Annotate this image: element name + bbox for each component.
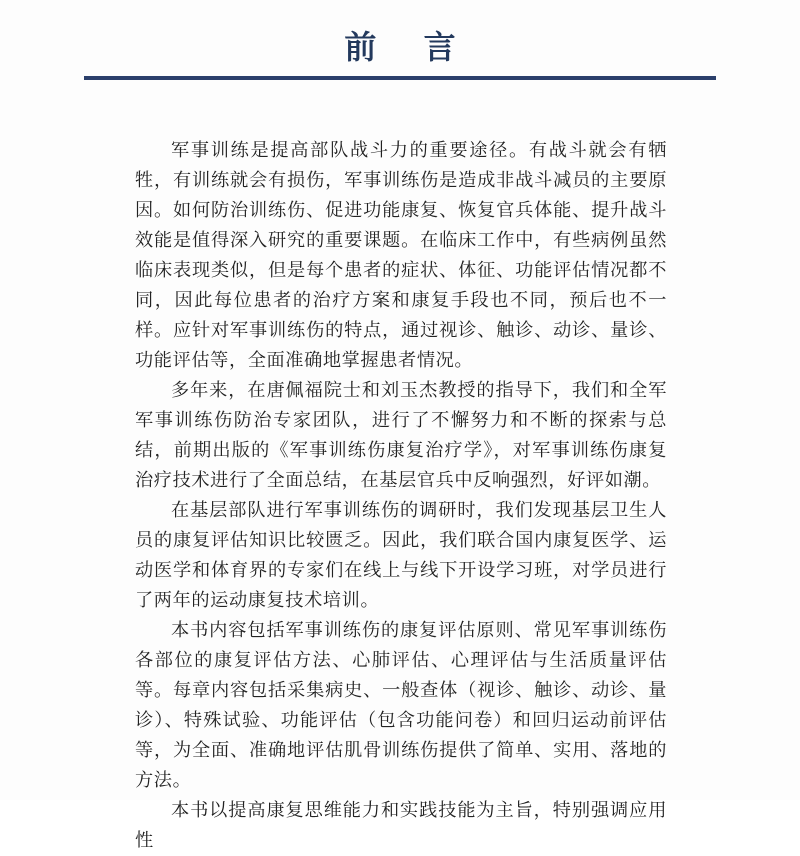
paragraph-5: 本书以提高康复思维能力和实践技能为主旨，特别强调应用性 (135, 800, 667, 851)
paragraph-3: 在基层部队进行军事训练伤的调研时，我们发现基层卫生人员的康复评估知识比较匮乏。因此，我们联合国内康复医学、运动医学和体育界的专家们在线上与线下开设学习班，对学员进行了两年的运动康复技术培训。 (135, 500, 667, 611)
title-underline-rule (84, 76, 716, 80)
paragraph-4: 本书内容包括军事训练伤的康复评估原则、常见军事训练伤各部位的康复评估方法、心肺评估、心理评估与生活质量评估等。每章内容包括采集病史、一般查体（视诊、触诊、动诊、量诊）、特殊试验、功能评估（包含功能问卷）和回归运动前评估等，为全面、准确地评估肌骨训练伤提供了简单、实用、落地的方法。 (135, 620, 667, 791)
preface-body (135, 136, 667, 856)
paragraph-2: 多年来，在唐佩福院士和刘玉杰教授的指导下，我们和全军军事训练伤防治专家团队，进行了不懈努力和不断的探索与总结，前期出版的《军事训练伤康复治疗学》，对军事训练伤康复治疗技术进行了全面总结，在基层官兵中反响强烈，好评如潮。 (135, 380, 667, 491)
page-title: 前 言 (344, 28, 474, 66)
paragraph-1: 军事训练是提高部队战斗力的重要途径。有战斗就会有牺牲，有训练就会有损伤，军事训练伤是造成非战斗减员的主要原因。如何防治训练伤、促进功能康复、恢复官兵体能、提升战斗效能是值得深入研究的重要课题。在临床工作中，有些病例虽然临床表现类似，但是每个患者的症状、体征、功能评估情况都不同，因此每位患者的治疗方案和康复手段也不同，预后也不一样。应针对军事训练伤的特点，通过视诊、触诊、动诊、量诊、功能评估等，全面准确地掌握患者情况。 (135, 140, 667, 371)
